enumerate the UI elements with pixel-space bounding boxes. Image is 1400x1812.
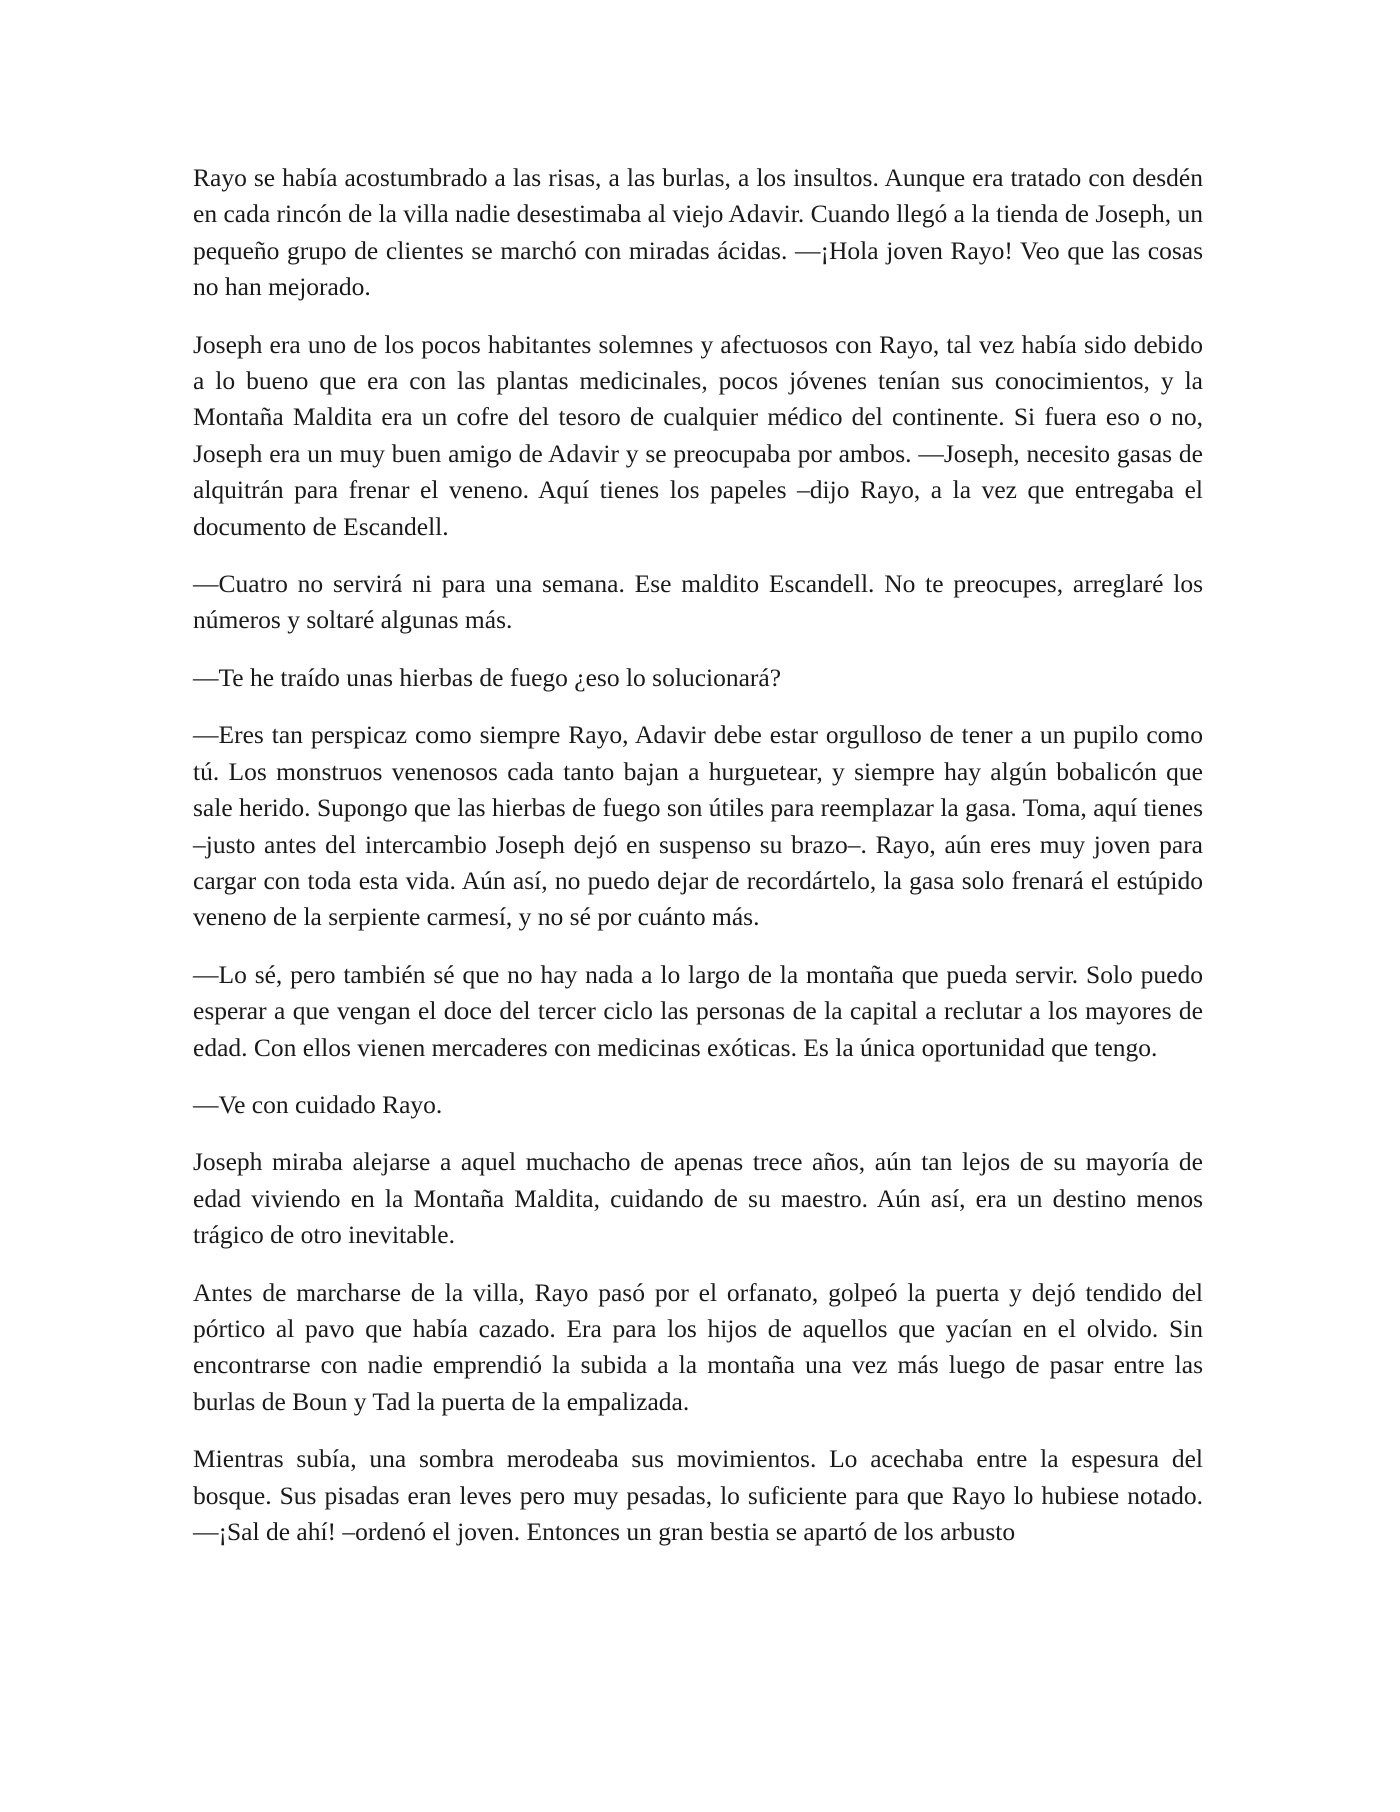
paragraph-1: Rayo se había acostumbrado a las risas, a las burlas, a los insultos. Aunque era tratado con desdén en cada rincón de la villa nadie desestimaba al viejo Adavir. Cuando llegó a la tienda de Joseph, un pequeño grupo de clientes se marchó con miradas ácidas. —¡Hola joven Rayo! Veo que las cosas no han mejorado. bbox=[193, 163, 1203, 302]
paragraph-5: —Eres tan perspicaz como siempre Rayo, Adavir debe estar orgulloso de tener a un pupilo como tú. Los monstruos venenosos cada tanto bajan a hurguetear, y siempre hay algún bobalicón que sale herido. Supongo que las hierbas de fuego son útiles para reemplazar la gasa. Toma, aquí tienes –justo antes del intercambio Joseph dejó en suspenso su brazo–. Rayo, aún eres muy joven para cargar con toda esta vida. Aún así, no puedo dejar de recordártelo, la gasa solo frenará el estúpido veneno de la serpiente carmesí, y no sé por cuánto más. bbox=[193, 720, 1203, 932]
paragraph-3: —Cuatro no servirá ni para una semana. Ese maldito Escandell. No te preocupes, arreglaré los números y soltaré algunas más. bbox=[193, 569, 1203, 635]
paragraph-6: —Lo sé, pero también sé que no hay nada a lo largo de la montaña que pueda servir. Solo puedo esperar a que vengan el doce del tercer ciclo las personas de la capital a reclutar a los mayores de edad. Con ellos vienen mercaderes con medicinas exóticas. Es la única oportunidad que tengo. bbox=[193, 959, 1203, 1062]
paragraph-4: —Te he traído unas hierbas de fuego ¿eso lo solucionará? bbox=[193, 662, 782, 692]
document-body bbox=[193, 160, 1203, 1550]
paragraph-9: Antes de marcharse de la villa, Rayo pasó por el orfanato, golpeó la puerta y dejó tendido del pórtico al pavo que había cazado. Era para los hijos de aquellos que yacían en el olvido. Sin encontrarse con nadie emprendió la subida a la montaña una vez más luego de pasar entre las burlas de Boun y Tad la puerta de la empalizada. bbox=[193, 1277, 1203, 1416]
paragraph-10: Mientras subía, una sombra merodeaba sus movimientos. Lo acechaba entre la espesura del bosque. Sus pisadas eran leves pero muy pesadas, lo suficiente para que Rayo lo hubiese notado. —¡Sal de ahí! –ordenó el joven. Entonces un gran bestia se apartó de los arbusto bbox=[193, 1444, 1203, 1546]
paragraph-2: Joseph era uno de los pocos habitantes solemnes y afectuosos con Rayo, tal vez había sido debido a lo bueno que era con las plantas medicinales, pocos jóvenes tenían sus conocimientos, y la Montaña Maldita era un cofre del tesoro de cualquier médico del continente. Si fuera eso o no, Joseph era un muy buen amigo de Adavir y se preocupaba por ambos. —Joseph, necesito gasas de alquitrán para frenar el veneno. Aquí tienes los papeles –dijo Rayo, a la vez que entregaba el documento de Escandell. bbox=[193, 329, 1203, 541]
paragraph-7: —Ve con cuidado Rayo. bbox=[193, 1089, 443, 1119]
paragraph-8: Joseph miraba alejarse a aquel muchacho de apenas trece años, aún tan lejos de su mayoría de edad viviendo en la Montaña Maldita, cuidando de su maestro. Aún así, era un destino menos trágico de otro inevitable. bbox=[193, 1147, 1203, 1250]
